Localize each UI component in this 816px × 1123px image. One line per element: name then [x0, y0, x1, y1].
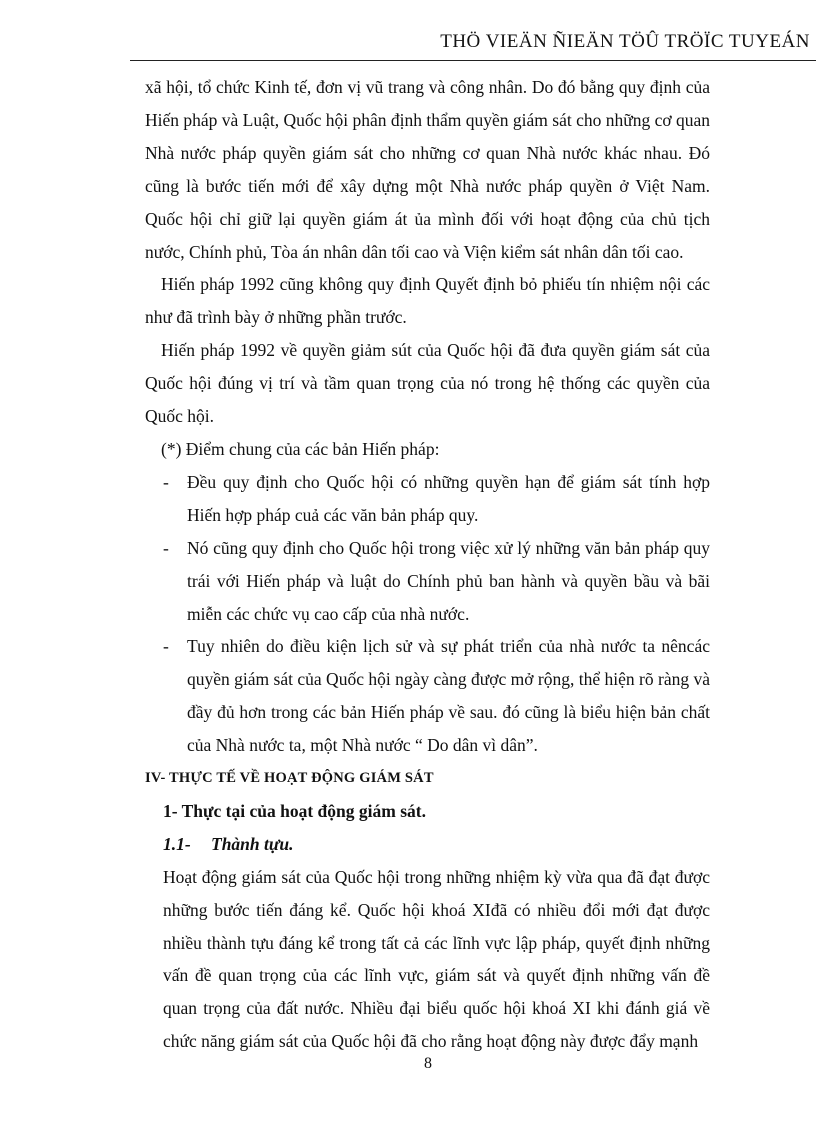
paragraph: Hiến pháp 1992 cũng không quy định Quyết định bỏ phiếu tín nhiệm nội các như đã trình bày ở những phần trước.: [145, 274, 710, 328]
list-item: [145, 630, 710, 762]
section-heading: IV- THỰC TẾ VỀ HOẠT ĐỘNG GIÁM SÁT: [145, 770, 434, 787]
paragraph: (*) Điểm chung của các bản Hiến pháp:: [161, 438, 440, 459]
list-item: [145, 466, 710, 532]
list-item-text: Nó cũng quy định cho Quốc hội trong việc xử lý những văn bản pháp quy trái với Hiến pháp và luật do Chính phủ ban hành và quyền bầu và bãi miễn các chức vụ cao cấp của nhà nước.: [187, 537, 710, 624]
page-number: 8: [424, 1055, 432, 1072]
bullet-list: [145, 466, 710, 762]
header-divider: [130, 60, 816, 61]
subsub-heading-text: Thành tựu.: [211, 833, 294, 854]
paragraph: xã hội, tổ chức Kinh tế, đơn vị vũ trang và công nhân. Do đó bằng quy định của Hiến pháp và Luật, Quốc hội phân định thẩm quyền giám sát cho những cơ quan Nhà nước pháp quyền giám sát cho những cơ quan Nhà nước khác nhau. Đó cũng là bước tiến mới để xây dựng một Nhà nước pháp quyền ở Việt Nam. Quốc hội chỉ giữ lại quyền giám át ủa mình đối với hoạt động của chủ tịch nước, Chính phủ, Tòa án nhân dân tối cao và Viện kiểm sát nhân dân tối cao.: [145, 77, 710, 262]
paragraph: Hiến pháp 1992 về quyền giảm sút của Quốc hội đã đưa quyền giám sát của Quốc hội đúng vị trí và tầm quan trọng của nó trong hệ thống các quyền của Quốc hội.: [145, 340, 710, 427]
list-item: [145, 532, 710, 631]
dash-marker: -: [163, 537, 169, 558]
list-item-text: Tuy nhiên do điều kiện lịch sử và sự phát triển của nhà nước ta nêncác quyền giám sát của Quốc hội ngày càng được mở rộng, thể hiện rõ ràng và đầy đủ hơn trong các bản Hiến pháp về sau. đó cũng là biểu hiện bản chất của Nhà nước ta, một Nhà nước “ Do dân vì dân”.: [187, 636, 710, 756]
dash-marker: -: [163, 636, 169, 657]
page-header-title: THÖ VIEÄN ÑIEÄN TÖÛ TRÖÏC TUYEÁN: [440, 31, 810, 52]
sub-heading: 1- Thực tại của hoạt động giám sát.: [163, 800, 426, 821]
dash-marker: -: [163, 471, 169, 492]
subsub-heading-number: 1.1-: [163, 833, 191, 854]
list-item-text: Đều quy định cho Quốc hội có những quyền hạn để giám sát tính hợp Hiến hợp pháp cuả các văn bản pháp quy.: [187, 471, 710, 525]
document-body: [145, 71, 710, 1058]
subsub-heading: [145, 828, 710, 861]
paragraph: Hoạt động giám sát của Quốc hội trong những nhiệm kỳ vừa qua đã đạt được những bước tiến đáng kể. Quốc hội khoá XIđã có nhiều đổi mới đạt được nhiều thành tựu đáng kể trong tất cả các lĩnh vực lập pháp, quyết định những vấn đề quan trọng của các lĩnh vực, giám sát và quyết định những vấn đề quan trọng của đất nước. Nhiều đại biểu quốc hội khoá XI khi đánh giá về chức năng giám sát của Quốc hội đã cho rằng hoạt động này được đẩy mạnh: [163, 866, 710, 1052]
